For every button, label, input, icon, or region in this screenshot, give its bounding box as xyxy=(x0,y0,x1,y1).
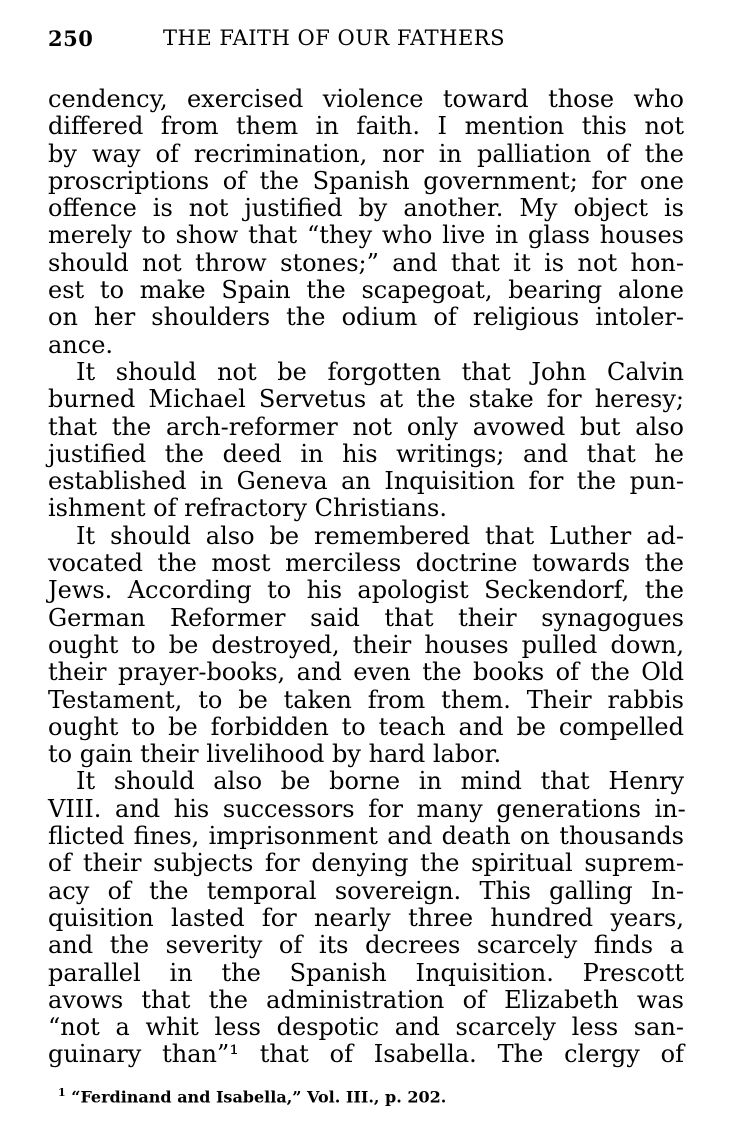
text-line: proscriptions of the Spanish government; for one xyxy=(48,166,684,195)
text-line: German Reformer said that their synagogues xyxy=(48,603,684,632)
text-line: that the arch-reformer not only avowed but also xyxy=(48,412,684,441)
text-line: ought to be forbidden to teach and be compelled xyxy=(48,712,684,741)
text-line: est to make Spain the scapegoat, bearing alone xyxy=(48,276,684,305)
text-line: of their subjects for denying the spiritual suprem- xyxy=(48,849,684,878)
text-line: It should also be borne in mind that Henry xyxy=(76,767,684,796)
text-line: justified the deed in his writings; and that he xyxy=(48,439,684,468)
text-line: It should also be remembered that Luther ad- xyxy=(76,521,684,550)
text-line: guinary than”¹ that of Isabella. The clergy of xyxy=(48,1040,684,1069)
text-line: Testament, to be taken from them. Their rabbis xyxy=(48,685,684,714)
text-line: avows that the administration of Elizabeth was xyxy=(48,985,684,1014)
text-line: on her shoulders the odium of religious intoler- xyxy=(48,303,684,332)
text-line: to gain their livelihood by hard labor. xyxy=(48,740,502,769)
footnote xyxy=(58,1086,446,1106)
text-line: quisition lasted for nearly three hundred years, xyxy=(48,903,684,932)
text-line: differed from them in faith. I mention this not xyxy=(48,112,684,141)
book-title: THE FAITH OF OUR FATHERS xyxy=(163,26,506,50)
page-number: 250 xyxy=(48,26,94,51)
text-line: vocated the most merciless doctrine towards the xyxy=(48,549,684,578)
text-line: acy of the temporal sovereign. This galling In- xyxy=(48,876,684,905)
text-line: offence is not justified by another. My object is xyxy=(48,194,684,223)
text-line: by way of recrimination, nor in palliation of the xyxy=(48,139,684,168)
text-line: established in Geneva an Inquisition for the pun- xyxy=(48,467,684,496)
body-text xyxy=(48,86,684,1069)
running-head xyxy=(48,26,688,56)
text-line: parallel in the Spanish Inquisition. Prescott xyxy=(48,958,684,987)
text-line: cendency, exercised violence toward those who xyxy=(48,85,684,113)
text-line: should not throw stones;” and that it is not hon- xyxy=(48,248,684,277)
footnote-text: “Ferdinand and Isabella,” Vol. III., p. 202. xyxy=(71,1087,447,1107)
text-line: ought to be destroyed, their houses pulled down, xyxy=(48,630,684,659)
footnote-marker: 1 xyxy=(58,1086,66,1099)
text-line: ance. xyxy=(48,330,114,359)
text-line: burned Michael Servetus at the stake for heresy; xyxy=(48,385,684,414)
text-line: their prayer-books, and even the books of the Old xyxy=(48,658,684,687)
text-line: “not a whit less despotic and scarcely less san- xyxy=(48,1013,684,1042)
text-line: and the severity of its decrees scarcely finds a xyxy=(48,931,684,960)
text-line: VIII. and his successors for many generations in- xyxy=(48,794,684,823)
text-line: Jews. According to his apologist Seckendorf, the xyxy=(48,576,684,605)
text-line: It should not be forgotten that John Calvin xyxy=(76,357,684,386)
text-line: ishment of refractory Christians. xyxy=(48,494,447,523)
text-line: flicted fines, imprisonment and death on thousands xyxy=(48,822,684,851)
text-line: merely to show that “they who live in glass houses xyxy=(48,221,684,250)
